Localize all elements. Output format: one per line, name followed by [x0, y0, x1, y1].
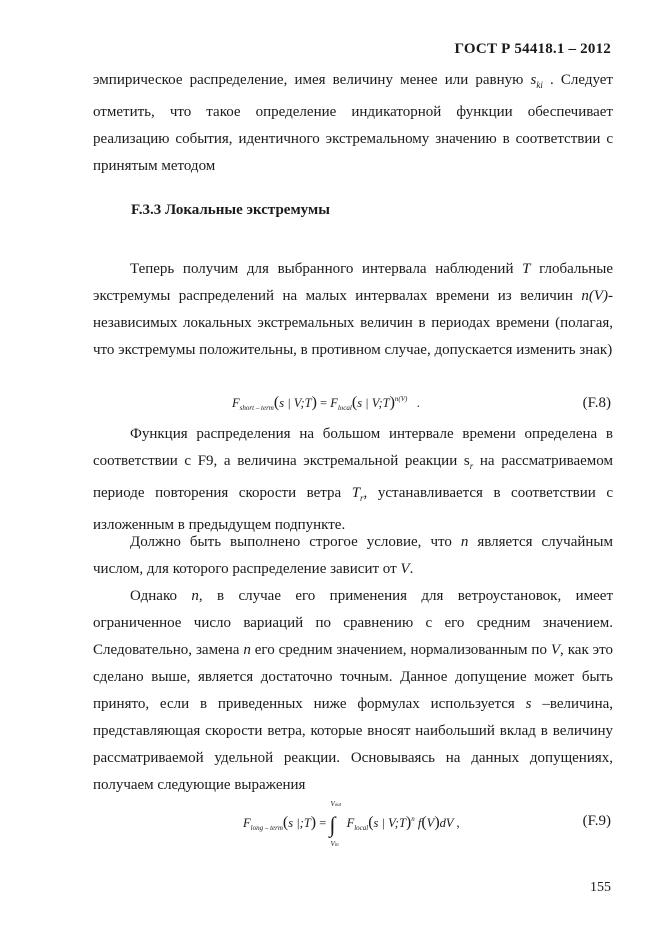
eq1-rhs-args: s | V;T [357, 396, 390, 410]
p2-text-b: глобальные экстремумы распределений на малых интервалах времени из величин [93, 261, 613, 304]
p4-var-V: V [400, 561, 410, 577]
eq2-lim-bot-sub: in [334, 843, 339, 848]
paragraph-local-extremes [93, 256, 613, 364]
p5-text-e: –величина, представляющая скорости ветра, которые вносят наибольший вклад в величину рассматриваемой удельной реакции. Основываясь на данных допущениях, получаем следующие выражения [93, 696, 613, 793]
eq1-rhs-sub: local [337, 404, 352, 412]
eq2-rhs-sub: local [354, 824, 369, 832]
eq2-lhs-sub: long – term [250, 824, 283, 832]
paragraph-assumptions [93, 583, 613, 799]
eq2-tail: , [456, 816, 460, 830]
p5-var-n1: n [191, 588, 199, 604]
p3-var-T-sub: r [360, 493, 364, 503]
eq2-lim-top: V [330, 800, 335, 808]
eq2-rhs-small-f: f [417, 816, 422, 830]
eq1-lhs-sub: short – term [239, 404, 274, 412]
p5-var-V: V [550, 642, 561, 658]
p4-text-b: является случайным числом, для которого распределение зависит от [93, 534, 613, 577]
eq2-lhs-args: s |;T [288, 816, 311, 830]
p5-text-d: , как это сделано выше, является достаточно точным. Данное допущение может быть принято, если в приведенных ниже формулах используется [93, 642, 613, 712]
p5-text-c: его средним значением, нормализованным по [250, 642, 551, 658]
eq2-rhs-dv: dV [439, 816, 454, 830]
section-heading: F.3.3 Локальные экстремумы [131, 202, 330, 218]
paragraph-distribution-function [93, 421, 613, 539]
eq1-equals: = [320, 396, 328, 410]
p1-var: s [530, 72, 537, 88]
p2-var-n: n(V) [581, 288, 608, 304]
eq2-rhs-args: s | V;T [373, 816, 406, 830]
p1-text-a: эмпирическое распределение, имея величину менее или равную [93, 72, 531, 88]
eq2-rhs-fargs: V [426, 816, 435, 830]
p1-var-sub: ki [536, 80, 543, 90]
paragraph-strict-condition [93, 529, 613, 583]
eq2-rhs-sup: n [411, 815, 415, 823]
equation-number-f8: (F.8) [582, 395, 611, 411]
p5-text-b: , в случае его применения для ветроустановок, имеет ограниченное число вариаций по сравнению с его средним значением. Следовательно, замена [93, 588, 613, 658]
p4-text-c: . [409, 561, 414, 577]
equation-f8: $F_{short - term}(s$ | V;T) = $F_{local}(s$ | V;T)$^{n(V)}$ . [232, 394, 420, 412]
eq2-lim-top-sub: out [334, 803, 342, 808]
p5-var-s: s [525, 696, 532, 712]
p5-var-n2: n [243, 642, 251, 658]
document-header: ГОСТ Р 54418.1 – 2012 [454, 41, 611, 57]
eq1-lhs-args: s | V;T [279, 396, 312, 410]
p2-text-c: -независимых локальных экстремальных величин в периодах времени (полагая, что экстремумы положительны, в противном случае, допускается изменить знак) [93, 288, 613, 358]
p2-var-T: T [522, 261, 531, 277]
paragraph-continuation [93, 67, 613, 180]
page-number: 155 [590, 880, 611, 895]
eq1-rhs-sup: n(V) [394, 395, 408, 403]
eq2-equals: = [319, 816, 327, 830]
equation-number-f9: (F.9) [582, 813, 611, 829]
p2-text-a: Теперь получим для выбранного интервала наблюдений [130, 261, 523, 277]
eq1-rhs-f: F [330, 396, 338, 410]
eq2-rhs-f: F [346, 816, 355, 830]
p3-text-c: , устанавливается в соответствии с изложенным в предыдущем подпункте. [93, 485, 613, 533]
p3-text-a: Функция распределения на большом интервале времени определена в соответствии с F9, а величина экстремальной реакции s [93, 426, 613, 469]
eq2-lim-bot: V [330, 840, 335, 848]
p3-var-T: T [351, 485, 361, 501]
p5-text-a: Однако [130, 588, 192, 604]
integral-sign: ∫ Vout Vin [329, 800, 342, 848]
p3-sub-r: r [469, 461, 474, 471]
eq1-lhs-f: F [232, 396, 240, 410]
p1-text-b: . Следует отметить, что такое определение индикаторной функции обеспечивает реализацию события, идентичного экстремальному значению в соответствии с принятым методом [93, 72, 613, 174]
p3-text-b: на рассматриваемом периоде повторения скорости ветра [93, 453, 613, 501]
p4-text-a: Должно быть выполнено строгое условие, что [130, 534, 461, 550]
equation-f9: $F_{long - term}(s$ |;T) = ∫ Vout Vin $F_{local}(s$ | V;T)$^n$ f(V)dV , [243, 800, 460, 848]
eq2-lhs-f: F [243, 816, 251, 830]
eq1-tail: . [416, 396, 420, 410]
p4-var-n: n [460, 534, 469, 550]
